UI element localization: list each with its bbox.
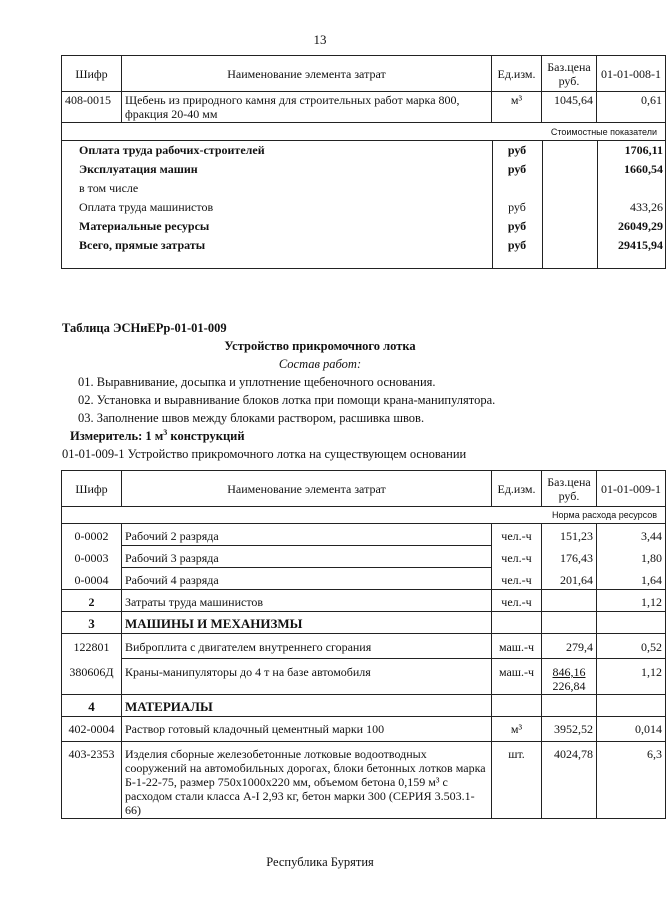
header-norm: 01-01-008-1	[597, 56, 666, 92]
section-title: МАТЕРИАЛЫ	[122, 695, 492, 717]
cost-value: 29415,94	[597, 236, 666, 268]
cost-row	[62, 236, 666, 268]
table-row	[62, 524, 666, 546]
row-name: Изделия сборные железобетонные лотковые водоотводных сооружений на автомобильных дорогах, блоки бетонных лотков марка Б-1-22-75, размер 750х1000х220 мм, объемом бетона 0,159 м³ с расходом стали класса А-I 2,93 кг, бетон марки 300 (СЕРИЯ 3.503.1-66)	[122, 742, 492, 819]
row-unit: чел.-ч	[492, 546, 542, 568]
header-name: Наименование элемента затрат	[122, 471, 492, 507]
table-row	[62, 590, 666, 612]
price-value-secondary: 226,84	[552, 679, 586, 693]
row-price: 279,4	[542, 634, 597, 659]
row-price: 4024,78	[542, 742, 597, 819]
price-value: 846,16	[552, 665, 586, 679]
cost-name: Эксплуатация машин	[62, 160, 492, 179]
section-unit	[492, 612, 542, 634]
row-value: 1,80	[597, 546, 666, 568]
cost-name: Оплата труда рабочих-строителей	[62, 141, 492, 160]
row-name: Виброплита с двигателем внутреннего сгорания	[122, 634, 492, 659]
row-price: 3952,52	[542, 717, 597, 742]
work-step: 01. Выравнивание, досыпка и уплотнение щебеночного основания.	[78, 375, 436, 389]
table-row	[62, 634, 666, 659]
section-title: МАШИНЫ И МЕХАНИЗМЫ	[122, 612, 492, 634]
header-unit: Ед.изм.	[492, 56, 542, 92]
row-code: 408-0015	[62, 92, 122, 123]
cost-value: 1660,54	[597, 160, 666, 179]
cost-unit: руб	[492, 141, 542, 160]
row-value: 0,61	[597, 92, 666, 123]
row-name: Затраты труда машинистов	[122, 590, 492, 612]
cost-value: 26049,29	[597, 217, 666, 236]
row-price: 151,23	[542, 524, 597, 546]
work-step: 03. Заполнение швов между блоками раствором, расшивка швов.	[78, 411, 425, 425]
cost-table	[62, 141, 666, 268]
cost-price	[542, 198, 597, 217]
cost-row	[62, 141, 666, 160]
row-name: Щебень из природного камня для строительных работ марка 800, фракция 20-40 мм	[122, 92, 492, 123]
cost-name: Всего, прямые затраты	[62, 236, 492, 268]
footer-region: Республика Бурятия	[266, 855, 374, 869]
row-value: 1,64	[597, 568, 666, 590]
row-price: 201,64	[542, 568, 597, 590]
row-price	[542, 590, 597, 612]
row-unit: маш.-ч	[492, 634, 542, 659]
header-unit: Ед.изм.	[492, 471, 542, 507]
cost-unit: руб	[492, 236, 542, 268]
table-row	[62, 92, 666, 123]
row-name: Рабочий 2 разряда	[122, 524, 492, 546]
header-code: Шифр	[62, 471, 122, 507]
row-code: 402-0004	[62, 717, 122, 742]
row-value: 6,3	[597, 742, 666, 819]
cost-price	[542, 179, 597, 198]
section-unit	[492, 695, 542, 717]
table-row	[62, 742, 666, 819]
header-norm: 01-01-009-1	[597, 471, 666, 507]
row-unit: чел.-ч	[492, 590, 542, 612]
row-name: Раствор готовый кладочный цементный марки 100	[122, 717, 492, 742]
cost-name: в том числе	[62, 179, 492, 198]
cost-price	[542, 141, 597, 160]
table-row	[62, 546, 666, 568]
row-unit: шт.	[492, 742, 542, 819]
cost-row	[62, 217, 666, 236]
cost-price	[542, 160, 597, 179]
section-value	[597, 695, 666, 717]
row-value: 1,12	[597, 659, 666, 695]
resource-table-01-01-009	[61, 470, 666, 819]
cost-name: Материальные ресурсы	[62, 217, 492, 236]
cost-row	[62, 179, 666, 198]
row-value: 0,52	[597, 634, 666, 659]
section-header-row	[62, 612, 666, 634]
row-unit: чел.-ч	[492, 568, 542, 590]
row-code: 122801	[62, 634, 122, 659]
header-code: Шифр	[62, 56, 122, 92]
header-price: Баз.цена руб.	[542, 471, 597, 507]
cost-unit: руб	[492, 160, 542, 179]
section-header-row	[62, 695, 666, 717]
header-price: Баз.цена руб.	[542, 56, 597, 92]
cost-row	[62, 160, 666, 179]
row-unit: маш.-ч	[492, 659, 542, 695]
cost-price	[542, 217, 597, 236]
table-title: Таблица ЭСНиЕРр-01-01-009	[62, 321, 227, 335]
section-code: 3	[62, 612, 122, 634]
row-code: 2	[62, 590, 122, 612]
row-unit: м³	[492, 92, 542, 123]
table-row	[62, 717, 666, 742]
work-step: 02. Установка и выравнивание блоков лотка при помощи крана-манипулятора.	[78, 393, 496, 407]
cost-row	[62, 198, 666, 217]
row-name: Рабочий 3 разряда	[122, 546, 492, 568]
row-code: 0-0003	[62, 546, 122, 568]
header-name: Наименование элемента затрат	[122, 56, 492, 92]
meter-line: Измеритель: 1 $м^3$ конструкций	[70, 427, 245, 443]
row-price: 176,43	[542, 546, 597, 568]
section-value	[597, 612, 666, 634]
cost-value: 1706,11	[597, 141, 666, 160]
work-title: Устройство прикромочного лотка	[224, 339, 416, 353]
row-price: 1045,64	[542, 92, 597, 123]
cost-price	[542, 236, 597, 268]
table-row	[62, 659, 666, 695]
row-unit: м³	[492, 717, 542, 742]
row-value: 1,12	[597, 590, 666, 612]
section-label: Стоимостные показатели	[122, 123, 666, 141]
row-code: 0-0002	[62, 524, 122, 546]
cost-value: 433,26	[597, 198, 666, 217]
resource-table-01-01-008	[61, 55, 666, 269]
cost-unit: руб	[492, 217, 542, 236]
section-label: Норма расхода ресурсов	[122, 507, 666, 524]
row-unit: чел.-ч	[492, 524, 542, 546]
row-value: 0,014	[597, 717, 666, 742]
table-row	[62, 568, 666, 590]
page-number: 13	[313, 32, 327, 47]
section-code: 4	[62, 695, 122, 717]
row-name: Рабочий 4 разряда	[122, 568, 492, 590]
row-price	[542, 659, 597, 695]
section-price	[542, 612, 597, 634]
row-name: Краны-манипуляторы до 4 т на базе автомобиля	[122, 659, 492, 695]
composition-heading: Состав работ:	[278, 357, 362, 371]
row-code: 403-2353	[62, 742, 122, 819]
cost-unit	[492, 179, 542, 198]
row-code: 380606Д	[62, 659, 122, 695]
cost-value	[597, 179, 666, 198]
row-code: 0-0004	[62, 568, 122, 590]
row-value: 3,44	[597, 524, 666, 546]
cost-name: Оплата труда машинистов	[62, 198, 492, 217]
cost-unit: руб	[492, 198, 542, 217]
item-line: 01-01-009-1 Устройство прикромочного лотка на существующем основании	[62, 447, 467, 461]
section-price	[542, 695, 597, 717]
